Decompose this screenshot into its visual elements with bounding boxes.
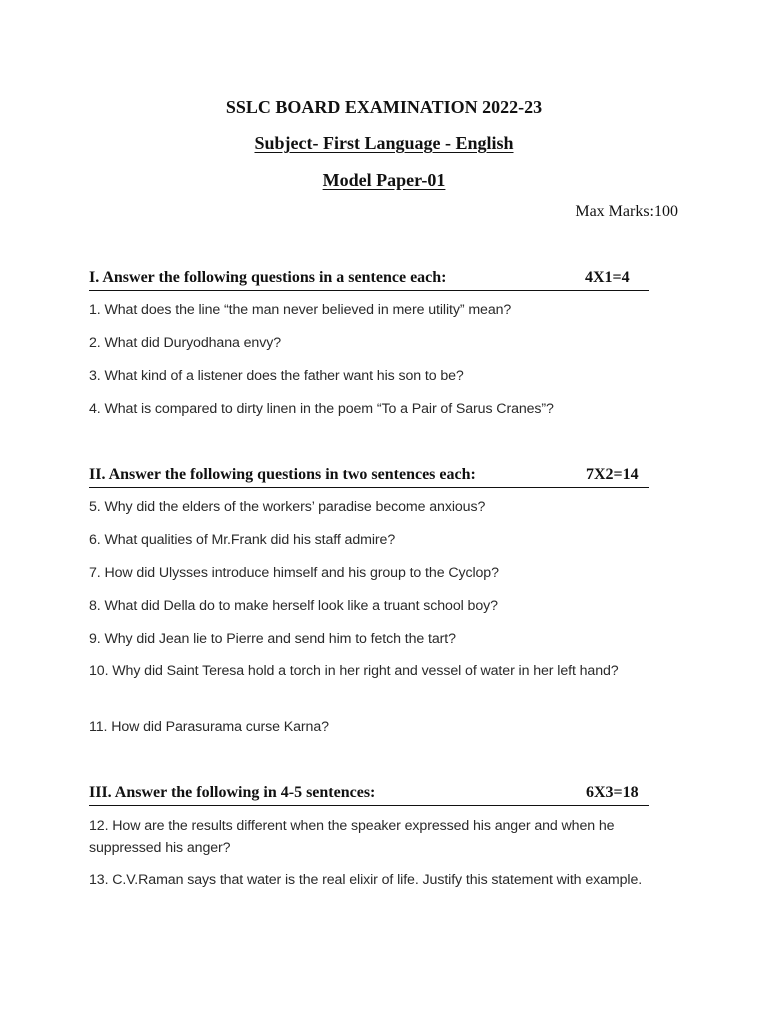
question-item: 7. How did Ulysses introduce himself and his group to the Cyclop? <box>89 565 499 581</box>
question-item: 10. Why did Saint Teresa hold a torch in her right and vessel of water in her left hand? <box>89 663 619 679</box>
question-item: 1. What does the line “the man never believed in mere utility” mean? <box>89 302 512 318</box>
subject-heading <box>0 132 768 154</box>
section-title: II. Answer the following questions in two sentences each: <box>89 466 476 483</box>
paper-heading <box>0 169 768 191</box>
exam-title <box>0 96 768 118</box>
question-item: 5. Why did the elders of the workers’ paradise become anxious? <box>89 499 486 515</box>
section-marks: 4X1=4 <box>585 269 630 286</box>
section-heading-1 <box>89 268 649 291</box>
paper-heading-text: Model Paper-01 <box>322 170 446 190</box>
max-marks: Max Marks:100 <box>575 203 678 220</box>
question-item: 13. C.V.Raman says that water is the real elixir of life. Justify this statement with example. <box>89 872 643 888</box>
question-item: 11. How did Parasurama curse Karna? <box>89 719 329 735</box>
section-heading-3 <box>89 783 649 806</box>
section-title: III. Answer the following in 4-5 sentences: <box>89 784 376 801</box>
section-marks: 6X3=18 <box>586 784 639 801</box>
subject-heading-text: Subject- First Language - English <box>254 133 514 153</box>
section-title: I. Answer the following questions in a sentence each: <box>89 269 447 286</box>
question-item: 2. What did Duryodhana envy? <box>89 335 282 351</box>
section-marks: 7X2=14 <box>586 466 639 483</box>
question-item: 4. What is compared to dirty linen in the poem “To a Pair of Sarus Cranes”? <box>89 401 554 417</box>
question-item: 6. What qualities of Mr.Frank did his staff admire? <box>89 532 396 548</box>
question-item: 8. What did Della do to make herself look like a truant school boy? <box>89 598 498 614</box>
question-item: 3. What kind of a listener does the father want his son to be? <box>89 368 464 384</box>
exam-title-text: SSLC BOARD EXAMINATION 2022-23 <box>225 97 543 117</box>
section-heading-2 <box>89 465 649 488</box>
question-item: 9. Why did Jean lie to Pierre and send him to fetch the tart? <box>89 631 456 647</box>
question-item: 12. How are the results different when the speaker expressed his anger and when he suppressed his anger? <box>89 818 615 856</box>
